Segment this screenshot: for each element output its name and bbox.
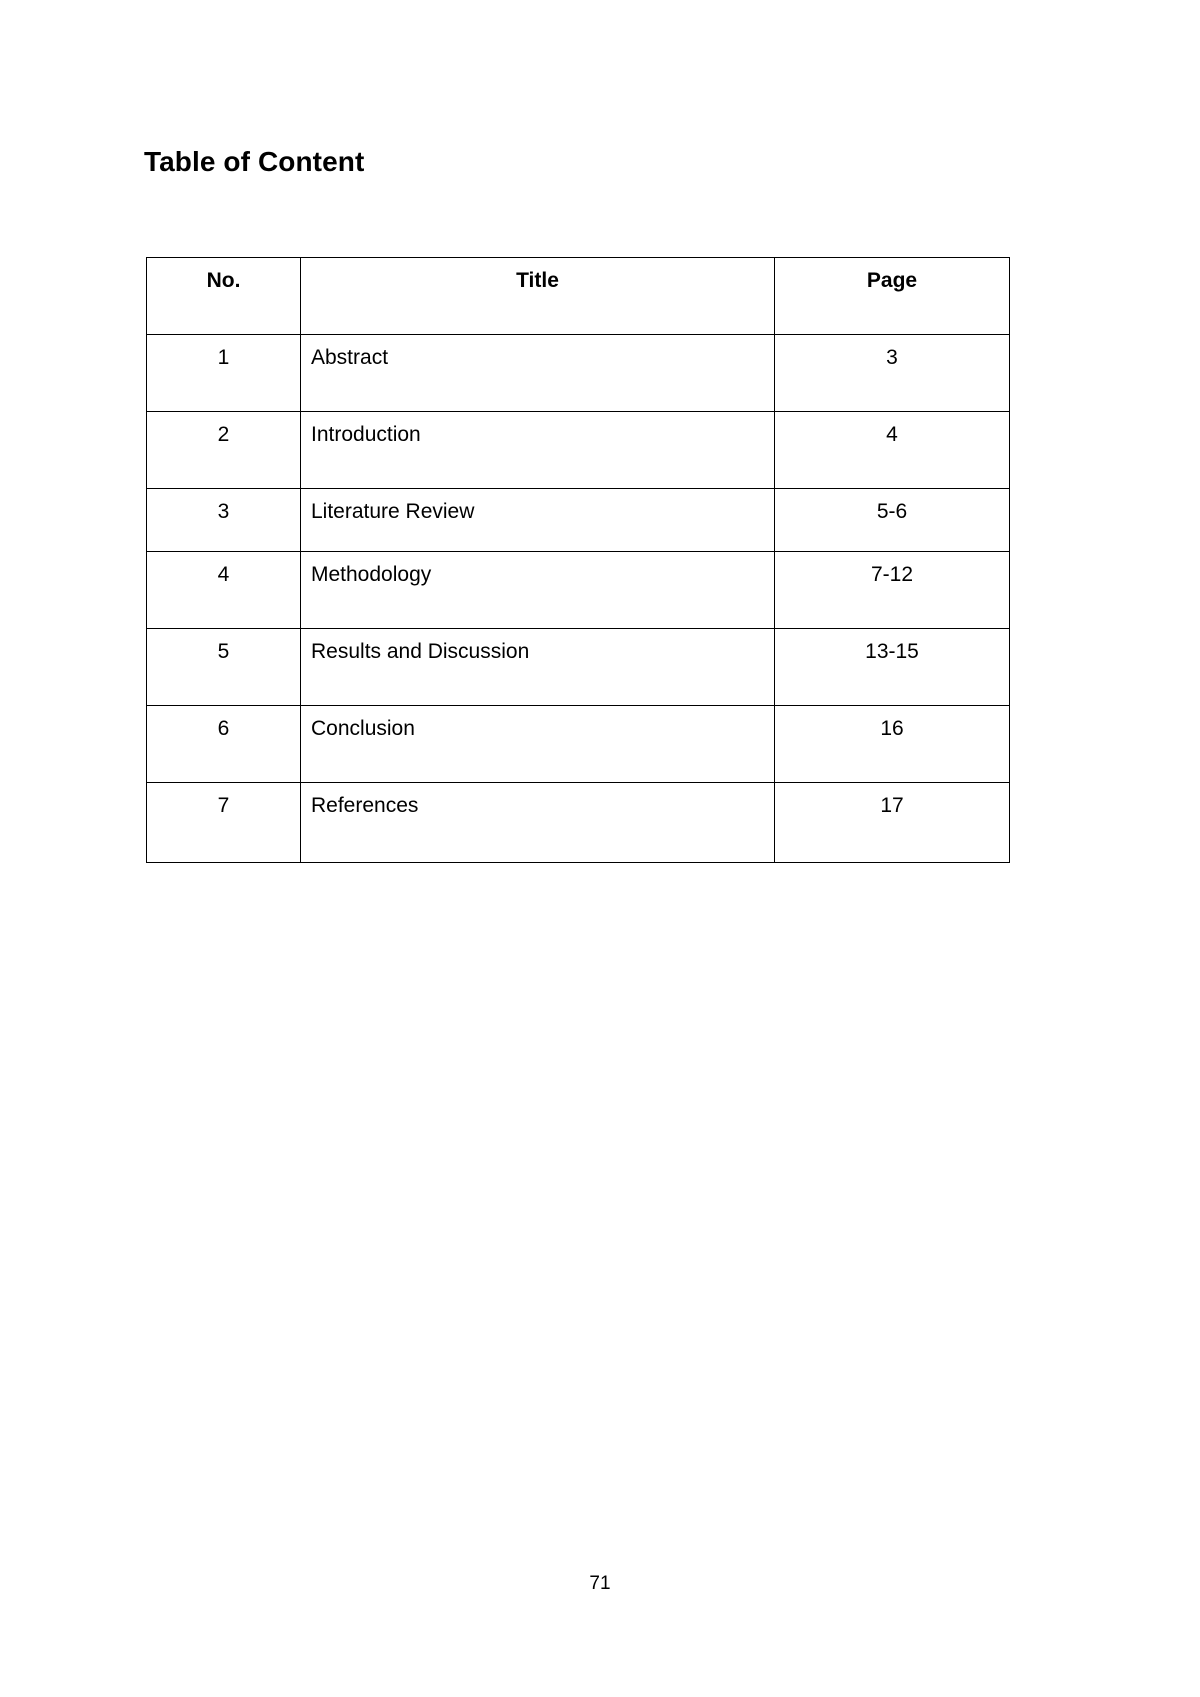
page-title: Table of Content bbox=[144, 146, 365, 177]
header-title: Title bbox=[301, 258, 775, 335]
header-page: Page bbox=[775, 258, 1010, 335]
row-page: 16 bbox=[775, 706, 1010, 783]
row-page: 5-6 bbox=[775, 489, 1010, 552]
table-row bbox=[147, 412, 1010, 489]
row-page: 3 bbox=[775, 335, 1010, 412]
row-page: 17 bbox=[775, 783, 1010, 863]
row-no: 2 bbox=[147, 412, 301, 489]
page-number: 71 bbox=[589, 1573, 611, 1594]
row-page: 4 bbox=[775, 412, 1010, 489]
row-no: 4 bbox=[147, 552, 301, 629]
row-title: Results and Discussion bbox=[301, 629, 775, 706]
row-no: 7 bbox=[147, 783, 301, 863]
row-no: 5 bbox=[147, 629, 301, 706]
row-page: 7-12 bbox=[775, 552, 1010, 629]
row-no: 6 bbox=[147, 706, 301, 783]
table-row bbox=[147, 783, 1010, 863]
row-title: Methodology bbox=[301, 552, 775, 629]
row-no: 3 bbox=[147, 489, 301, 552]
row-page: 13-15 bbox=[775, 629, 1010, 706]
header-no: No. bbox=[147, 258, 301, 335]
row-title: References bbox=[301, 783, 775, 863]
table-header-row bbox=[147, 258, 1010, 335]
row-title: Literature Review bbox=[301, 489, 775, 552]
table-row bbox=[147, 629, 1010, 706]
table-row bbox=[147, 489, 1010, 552]
row-title: Abstract bbox=[301, 335, 775, 412]
row-title: Introduction bbox=[301, 412, 775, 489]
table-row bbox=[147, 335, 1010, 412]
toc-table bbox=[146, 257, 1010, 863]
row-title: Conclusion bbox=[301, 706, 775, 783]
table-row bbox=[147, 706, 1010, 783]
row-no: 1 bbox=[147, 335, 301, 412]
table-row bbox=[147, 552, 1010, 629]
